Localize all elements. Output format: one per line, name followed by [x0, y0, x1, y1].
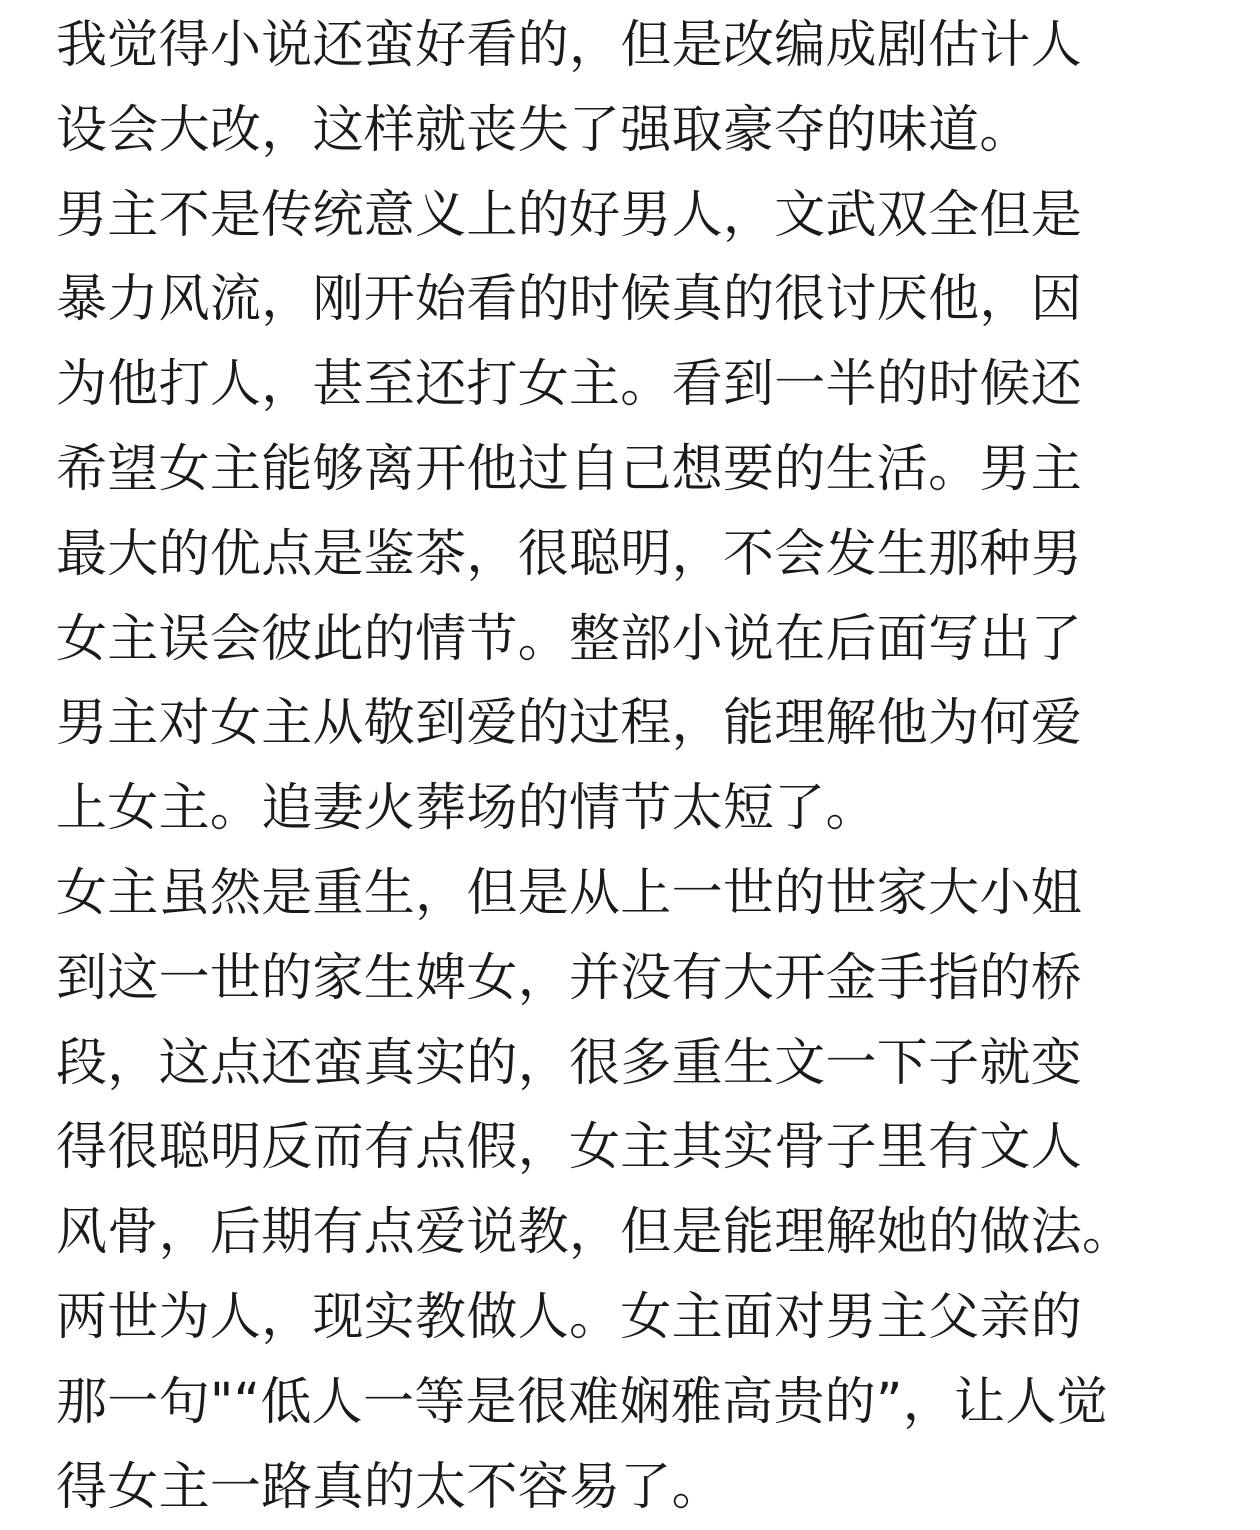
text-line: 男主对女主从敬到爱的过程，能理解他为何爱 — [56, 694, 1083, 754]
text-line: 到这一世的家生婢女，并没有大开金手指的桥 — [56, 948, 1083, 1008]
text-line: 最大的优点是鉴茶，很聪明，不会发生那种男 — [56, 524, 1083, 584]
text-line: 女主虽然是重生，但是从上一世的世家大小姐 — [56, 863, 1083, 923]
text-line: 上女主。追妻火葬场的情节太短了。 — [56, 779, 877, 839]
text-line: 希望女主能够离开他过自己想要的生活。男主 — [56, 439, 1083, 499]
text-line: 两世为人，现实教做人。女主面对男主父亲的 — [56, 1287, 1083, 1347]
text-line: 暴力风流，刚开始看的时候真的很讨厌他，因 — [56, 270, 1083, 330]
text-line: 风骨，后期有点爱说教，但是能理解她的做法。 — [56, 1203, 1134, 1263]
text-line: 我觉得小说还蛮好看的，但是改编成剧估计人 — [56, 16, 1083, 75]
text-line: 那一句"“低人一等是很难娴雅高贵的”，让人觉 — [56, 1372, 1108, 1432]
article-text — [56, 4, 1216, 1530]
text-line: 得很聪明反而有点假，女主其实骨子里有文人 — [56, 1118, 1083, 1178]
text-line: 设会大改，这样就丧失了强取豪夺的味道。 — [56, 100, 1031, 160]
text-line: 男主不是传统意义上的好男人，文武双全但是 — [56, 185, 1083, 245]
text-line: 段，这点还蛮真实的，很多重生文一下子就变 — [56, 1033, 1083, 1093]
text-line: 为他打人，甚至还打女主。看到一半的时候还 — [56, 355, 1083, 415]
text-line: 女主误会彼此的情节。整部小说在后面写出了 — [56, 609, 1083, 669]
text-line: 得女主一路真的太不容易了。 — [56, 1457, 723, 1517]
